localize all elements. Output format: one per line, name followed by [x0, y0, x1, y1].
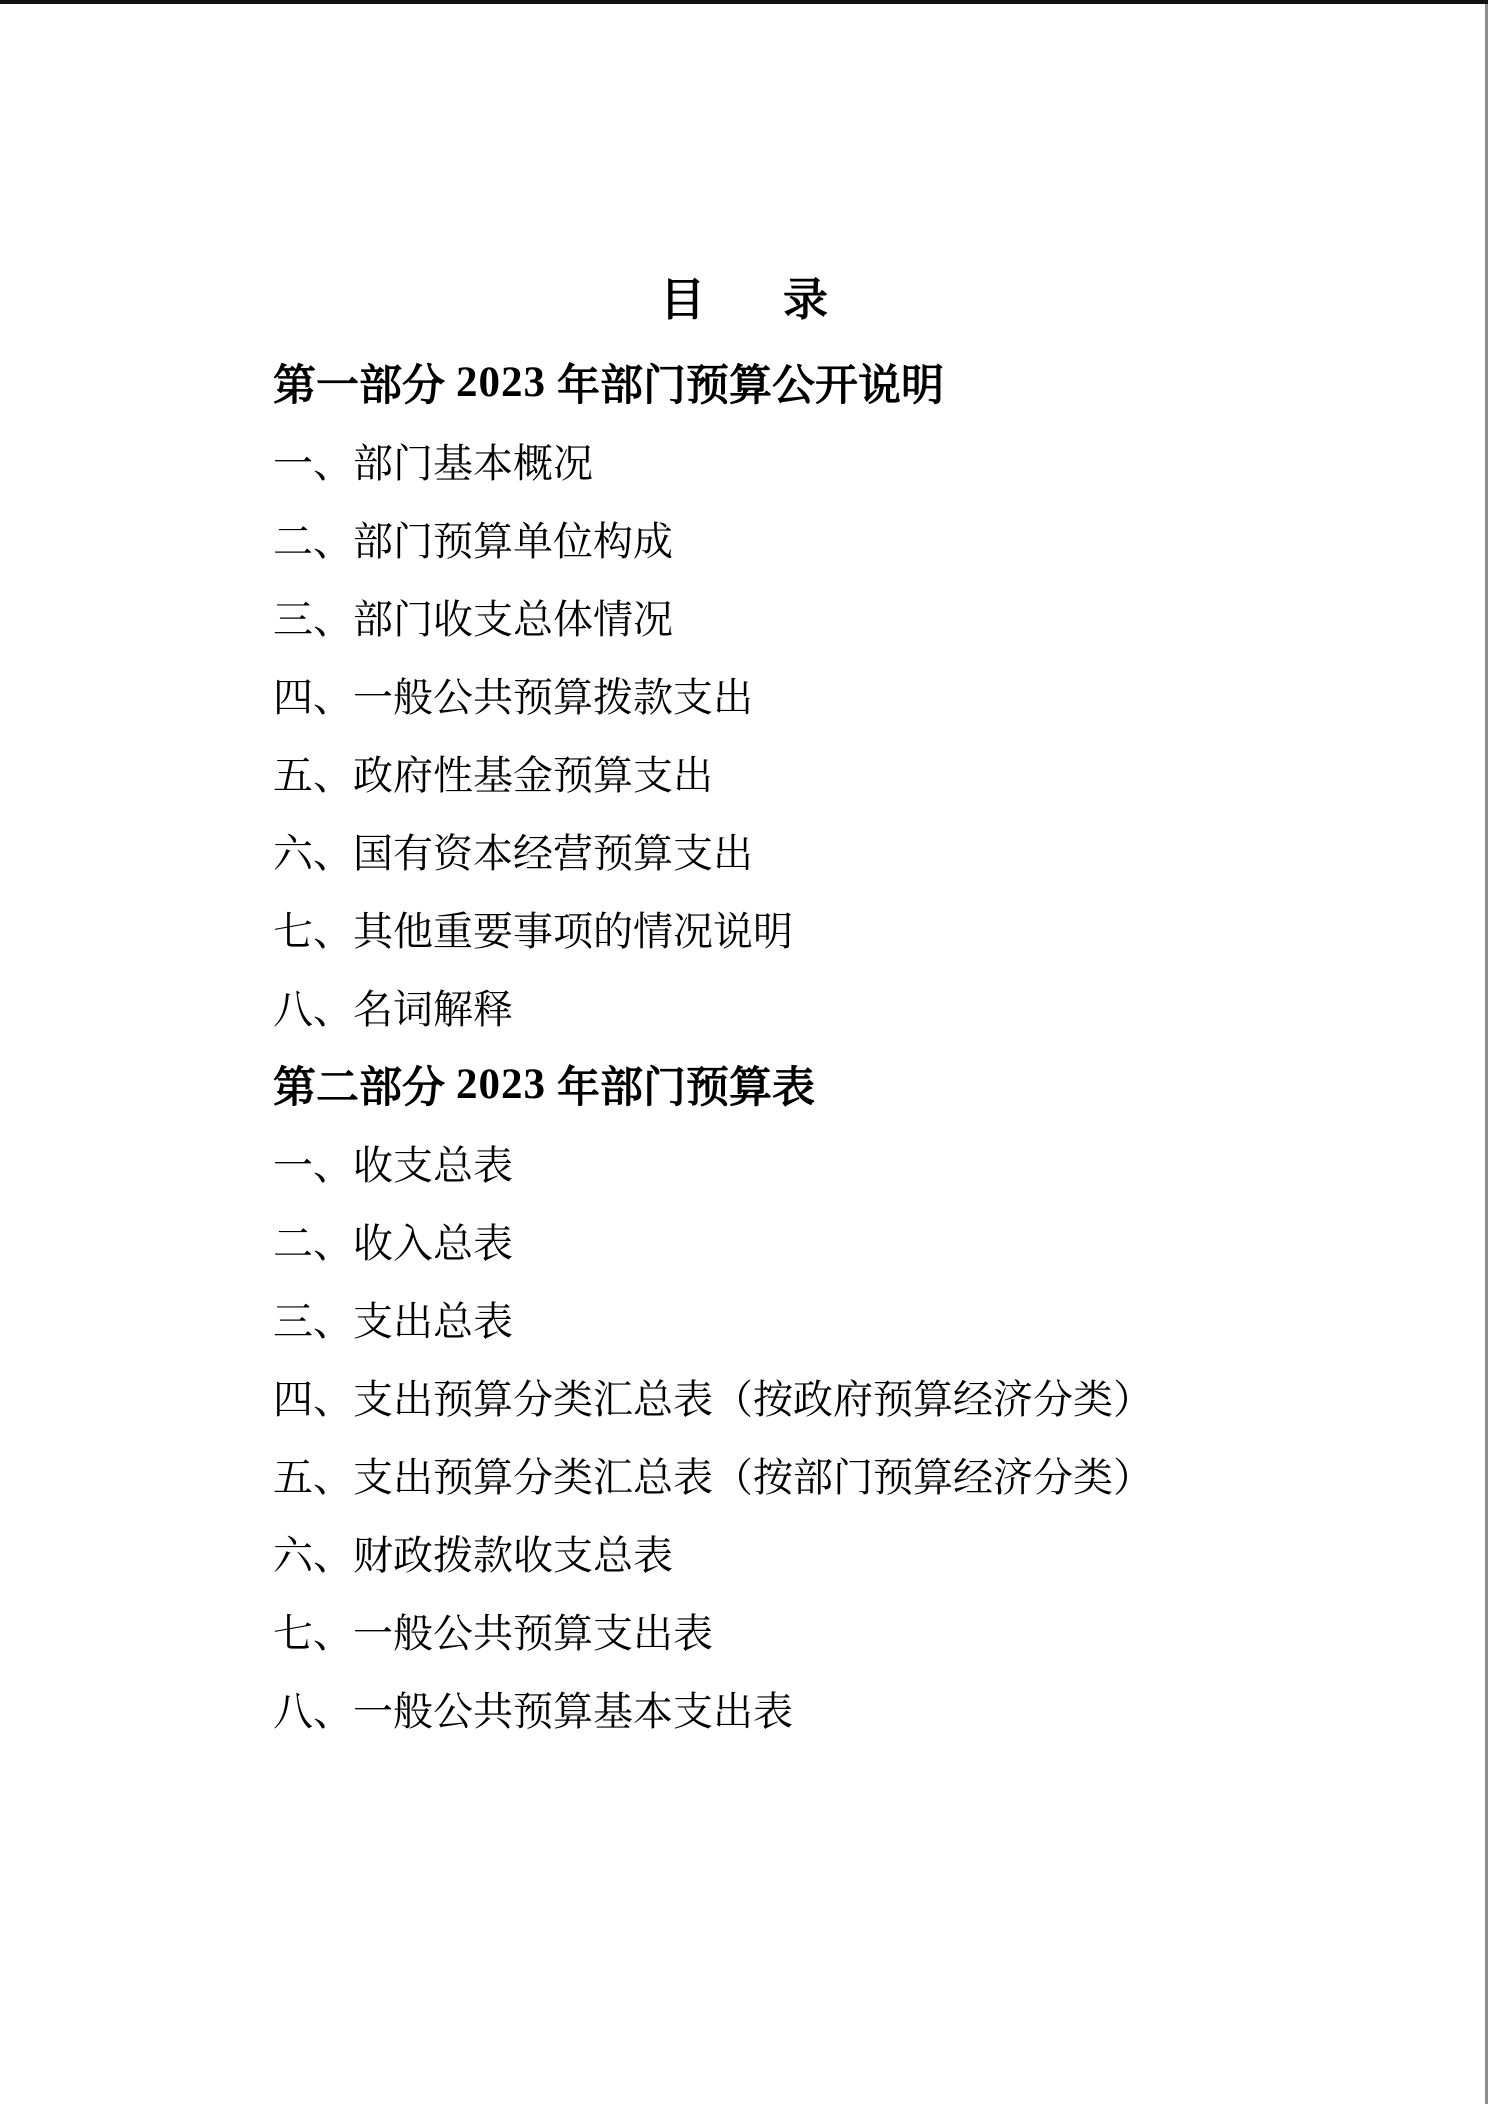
- page-title: [0, 274, 1488, 326]
- section-1-heading: [273, 343, 1428, 421]
- toc-item-1-4: 四、一般公共预算拨款支出: [273, 675, 753, 720]
- toc-item-2-2: 二、收入总表: [273, 1221, 513, 1266]
- toc-item-2-6: 六、财政拨款收支总表: [273, 1533, 673, 1578]
- page-title-char-2: 录: [783, 274, 829, 325]
- toc-item-2-5: 五、支出预算分类汇总表（按部门预算经济分类）: [273, 1455, 1153, 1500]
- section-1-heading-suffix: 年部门预算公开说明: [557, 361, 944, 410]
- toc-item-2-3: 三、支出总表: [273, 1299, 513, 1344]
- toc-item-2-4: 四、支出预算分类汇总表（按政府预算经济分类）: [273, 1377, 1153, 1422]
- toc-item-1-7: 七、其他重要事项的情况说明: [273, 909, 793, 954]
- page-title-char-1: 目: [659, 274, 705, 325]
- page-top-edge: [0, 0, 1488, 4]
- toc-item-1-5: 五、政府性基金预算支出: [273, 753, 713, 798]
- toc-item-2-1: 一、收支总表: [273, 1143, 513, 1188]
- toc-list: [273, 343, 1428, 1747]
- toc-item-1-2: 二、部门预算单位构成: [273, 519, 673, 564]
- toc-item-1-8: 八、名词解释: [273, 987, 513, 1032]
- section-2-heading-prefix: 第二部分: [273, 1063, 445, 1112]
- toc-item-2-7: 七、一般公共预算支出表: [273, 1611, 713, 1656]
- toc-item-1-3: 三、部门收支总体情况: [273, 597, 673, 642]
- toc-item-1-6: 六、国有资本经营预算支出: [273, 831, 753, 876]
- toc-item-1-1: 一、部门基本概况: [273, 441, 593, 486]
- section-2-heading: [273, 1045, 1428, 1123]
- toc-item-2-8: 八、一般公共预算基本支出表: [273, 1689, 793, 1734]
- section-1-heading-prefix: 第一部分: [273, 361, 445, 410]
- section-2-heading-suffix: 年部门预算表: [557, 1063, 815, 1112]
- section-1-heading-year: 2023: [456, 358, 546, 406]
- section-2-heading-year: 2023: [456, 1060, 546, 1108]
